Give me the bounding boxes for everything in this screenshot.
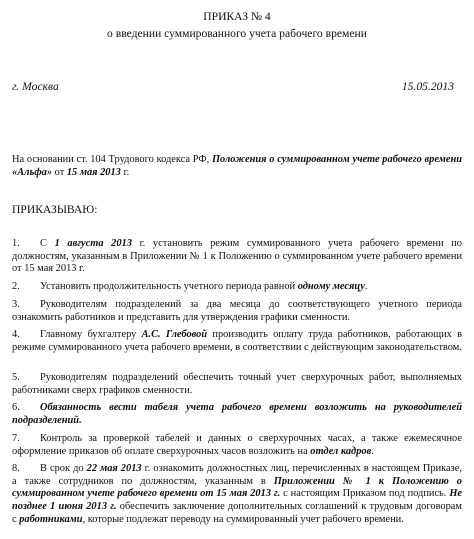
order-word: ПРИКАЗЫВАЮ: bbox=[12, 203, 98, 216]
intro-regulation: Положения о суммированном учете рабочего времени «Альфа» bbox=[12, 154, 462, 178]
item-text: . bbox=[364, 281, 368, 292]
order-subtitle: о введении суммированного учета рабочего времени bbox=[107, 27, 367, 40]
intro-date: 15 мая 2013 bbox=[66, 166, 121, 178]
item-text: Контроль за проверкой табелей и данных о сверхурочных часах, а также ежемесячное оформление приказов об оплате сверхурочных часов возложить на bbox=[12, 433, 462, 457]
order-date: 15.05.2013 bbox=[401, 80, 454, 93]
item-number: 7. bbox=[12, 433, 20, 444]
intro-text: На основании ст. 104 Трудового кодекса РФ, bbox=[12, 154, 212, 165]
item-text: г. установить режим суммированного учета рабочего времени по должностям, указанным в Приложении № 1 к Положению о суммированном учете рабочего времени от 15 мая 2013 г. bbox=[12, 238, 463, 275]
item-text: Установить продолжительность учетного периода равной bbox=[40, 281, 298, 292]
item-text: обеспечить заключение дополнительных соглашений к трудовым договорам с bbox=[12, 501, 462, 525]
item-number: 2. bbox=[12, 281, 20, 292]
item-emphasis: 22 мая 2013 bbox=[86, 463, 142, 474]
city: г. Москва bbox=[12, 80, 59, 93]
item-text: , которые подлежат переводу на суммированный учет рабочего времени. bbox=[82, 513, 404, 525]
item-text: с настоящим Приказом под подпись. bbox=[280, 488, 450, 500]
item-emphasis: А.С. Глебовой bbox=[141, 329, 208, 340]
item-emphasis: Приложении № 1 к Положению о суммированном учете рабочего времени от 15 мая 2013 г. bbox=[12, 475, 462, 500]
intro-text: г. bbox=[120, 166, 130, 178]
item-text: производить оплату труда работников, работающих в режиме суммированного учета рабочего времени, в соответствии с действующим законодательством. bbox=[12, 329, 463, 353]
item-number: 1. bbox=[12, 238, 20, 249]
item-text: С bbox=[40, 238, 55, 249]
item-number: 3. bbox=[12, 299, 20, 310]
order-item-8 bbox=[12, 463, 462, 527]
item-text: В срок до bbox=[40, 463, 87, 474]
item-emphasis: работниками bbox=[19, 513, 83, 525]
order-item-7 bbox=[12, 433, 462, 458]
item-emphasis: Обязанность вести табеля учета рабочего времени возложить на руководителей подразделений. bbox=[12, 402, 462, 426]
order-item-1 bbox=[12, 238, 462, 276]
item-emphasis: Не позднее 1 июня 2013 г. bbox=[12, 488, 463, 513]
item-text: г. ознакомить должностных лиц, перечисленных в настоящем Приказе, а также сотрудников по должностям, указанным в bbox=[12, 463, 462, 487]
intro-text: от bbox=[52, 166, 67, 178]
order-title: ПРИКАЗ № 4 bbox=[203, 10, 271, 23]
order-item-4 bbox=[12, 329, 462, 354]
item-number: 5. bbox=[12, 372, 20, 383]
intro-paragraph bbox=[12, 154, 462, 179]
item-emphasis: отдел кадров bbox=[310, 445, 372, 457]
item-emphasis: одному месяцу bbox=[297, 281, 365, 292]
item-text: Руководителям подразделений обеспечить точный учет сверхурочных работ, выполняемых работниками сверх графиков сменности. bbox=[12, 372, 462, 396]
item-number: 4. bbox=[12, 329, 20, 340]
item-text: Руководителям подразделений за два месяца до соответствующего учетного периода ознакомить работников и представить для утверждения графики сменности. bbox=[12, 299, 462, 323]
item-text: Главному бухгалтеру bbox=[40, 329, 142, 340]
item-text: . bbox=[371, 445, 374, 457]
order-item-5 bbox=[12, 372, 462, 397]
item-emphasis: 1 августа 2013 bbox=[54, 238, 132, 249]
item-number: 6. bbox=[12, 402, 20, 413]
item-number: 8. bbox=[12, 463, 20, 474]
order-item-6 bbox=[12, 402, 462, 427]
order-item-3 bbox=[12, 299, 462, 324]
order-item-2 bbox=[12, 281, 462, 294]
